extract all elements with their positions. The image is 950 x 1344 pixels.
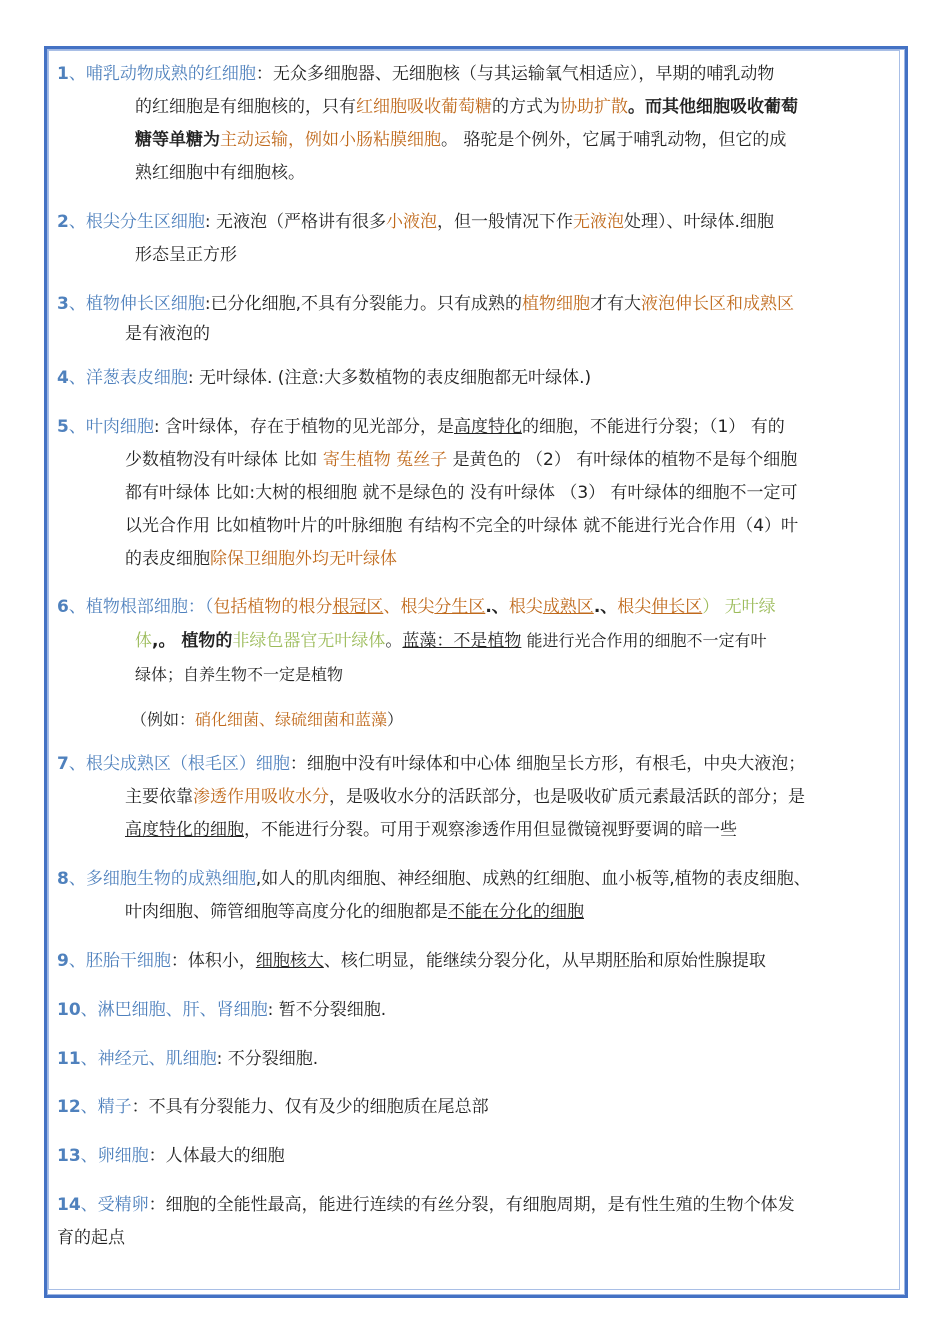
item-title: 卵细胞 [97,1146,149,1166]
item-title: 淋巴细胞、肝、肾细胞 [97,1000,268,1020]
item-number: 7 [57,754,69,774]
list-item: 10、淋巴细胞、肝、肾细胞: 暂不分裂细胞. [57,1000,387,1020]
item-number: 14 [57,1195,81,1215]
list-item: 12、精子：不具有分裂能力、仅有及少的细胞质在尾总部 [57,1097,489,1117]
list-item: 4、洋葱表皮细胞: 无叶绿体. (注意:大多数植物的表皮细胞都无叶绿体.) [57,368,592,388]
list-item: 3、植物伸长区细胞:已分化细胞,不具有分裂能力。只有成熟的植物细胞才有大液泡伸长区和成熟区 是有液泡的 [57,294,794,344]
item-title: 多细胞生物的成熟细胞 [85,869,256,889]
item-number: 5 [57,417,69,437]
item-number: 1 [57,64,69,84]
item-number: 10 [57,1000,81,1020]
item-title: 神经元、肌细胞 [97,1049,217,1069]
item-title: 洋葱表皮细胞 [85,368,188,388]
item-number: 4 [57,368,69,388]
item-number: 8 [57,869,69,889]
item-number: 11 [57,1049,81,1069]
item-number: 13 [57,1146,81,1166]
list-item: 1、哺乳动物成熟的红细胞：无众多细胞器、无细胞核（与其运输氧气相适应），早期的哺乳动物 的红细胞是有细胞核的，只有红细胞吸收葡萄糖的方式为协助扩散。而其他细胞吸收葡萄 糖等单糖为主动运输，例如小肠粘膜细胞。 骆驼是个例外，它属于哺乳动物，但它的成 熟红细胞中有细胞核。 [57,64,798,183]
item-title: 受精卵 [97,1195,149,1215]
list-item: 14、受精卵：细胞的全能性最高，能进行连续的有丝分裂，有细胞周期，是有性生殖的生物个体发 育的起点 [57,1195,795,1248]
item-number: 9 [57,951,69,971]
item-title: 哺乳动物成熟的红细胞 [85,64,256,84]
item-number: 3 [57,294,69,314]
list-item: 9、胚胎干细胞：体积小，细胞核大、核仁明显，能继续分裂分化，从早期胚胎和原始性腺提取 [57,951,766,971]
list-item: 7、根尖成熟区（根毛区）细胞：细胞中没有叶绿体和中心体 细胞呈长方形，有根毛，中央大液泡； 主要依靠渗透作用吸收水分，是吸收水分的活跃部分，也是吸收矿质元素最活跃的部分；是 高度特化的细胞，不能进行分裂。可用于观察渗透作用但显微镜视野要调的暗一些 [57,754,806,840]
item-number: 6 [57,597,69,617]
item-title: 叶肉细胞 [85,417,154,437]
list-item: 6、植物根部细胞：（包括植物的根分根冠区、根尖分生区.、根尖成熟区.、根尖伸长区） 无叶绿 体,。 植物的非绿色器官无叶绿体。蓝藻：不是植物 能进行光合作用的细胞不一定有叶 绿体；自养生物不一定是植物 （例如：硝化细菌、绿硫细菌和蓝藻） [57,597,776,729]
item-title: 根尖分生区细胞 [85,212,205,232]
list-item: 5、叶肉细胞: 含叶绿体，存在于植物的见光部分，是高度特化的细胞，不能进行分裂；（1） 有的 少数植物没有叶绿体 比如 寄生植物 菟丝子 是黄色的 （2） 有叶绿体的植物不是每个细胞 都有叶绿体 比如:大树的根细胞 就不是绿色的 没有叶绿体 （3） 有叶绿体的细胞不一定可 以光合作用 比如植物叶片的叶脉细胞 有结构不完全的叶绿体 就不能进行光合作用（4）叶 的表皮细胞除保卫细胞外均无叶绿体 [57,417,799,569]
item-title: 植物根部细胞 [85,597,188,617]
item-title: 胚胎干细胞 [85,951,171,971]
list-item: 2、根尖分生区细胞: 无液泡（严格讲有很多小液泡，但一般情况下作无液泡处理）、叶绿体.细胞 形态呈正方形 [57,212,774,265]
list-item: 11、神经元、肌细胞: 不分裂细胞. [57,1049,319,1069]
item-title: 根尖成熟区（根毛区）细胞 [85,754,290,774]
list-item: 8、多细胞生物的成熟细胞,如人的肌肉细胞、神经细胞、成熟的红细胞、血小板等,植物的表皮细胞、 叶肉细胞、筛管细胞等高度分化的细胞都是不能在分化的细胞 [57,869,811,922]
item-title: 精子 [97,1097,132,1117]
item-number: 2 [57,212,69,232]
list-item: 13、卵细胞：人体最大的细胞 [57,1146,285,1166]
item-number: 12 [57,1097,81,1117]
item-title: 植物伸长区细胞 [85,294,205,314]
